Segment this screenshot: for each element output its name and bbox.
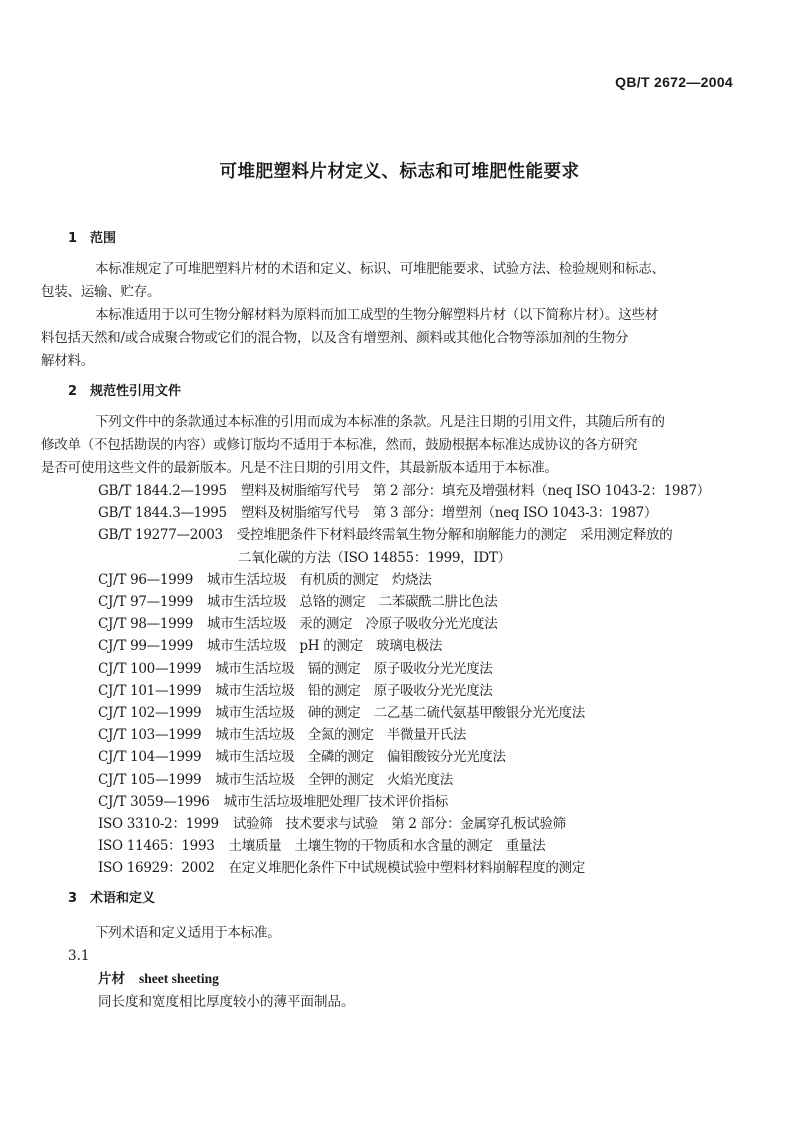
term-entry [68,967,740,991]
reference-item [68,502,740,524]
text-line: 料包括天然和/或合成聚合物或它们的混合物，以及含有增塑剂、颜料或其他化合物等添加剂的生物分 [41,330,629,346]
reference-code: GB/T 19277—2003 [98,527,223,544]
reference-title: 城市生活垃圾 有机质的测定 灼烧法 [207,571,432,588]
reference-title: 城市生活垃圾堆肥处理厂技术评价指标 [223,793,449,810]
reference-item [68,680,740,702]
reference-item [68,724,740,746]
reference-item [68,524,740,546]
text-line: 是否可使用这些文件的最新版本。凡是不注日期的引用文件，其最新版本适用于本标准。 [41,460,558,476]
reference-title: 土壤质量 土壤生物的干物质和水含量的测定 重量法 [228,838,546,855]
reference-title: 城市生活垃圾 全钾的测定 火焰光度法 [215,771,453,788]
document-title: 可堆肥塑料片材定义、标志和可堆肥性能要求 [219,162,580,182]
scope-paragraph-2 [41,304,740,373]
references-intro [41,411,740,480]
reference-item [68,769,740,791]
term-english: sheet sheeting [139,970,219,986]
section-number: 2 [68,384,78,399]
section-title: 规范性引用文件 [90,384,182,399]
text-line: 本标准适用于以可生物分解材料为原料而加工成型的生物分解塑料片材（以下简称片材）。这些材 [95,307,658,323]
reference-item [68,635,740,657]
reference-item [68,702,740,724]
reference-code: GB/T 1844.2—1995 [98,483,227,499]
reference-title: 城市生活垃圾 pH 的测定 玻璃电极法 [207,638,443,655]
reference-title: 塑料及树脂缩写代号 第 3 部分：增塑剂（neq ISO 1043-3：1987） [240,505,658,522]
section-title: 术语和定义 [90,890,156,906]
reference-code: CJ/T 103—1999 [98,727,202,744]
text-line: 包装、运输、贮存。 [41,284,161,300]
reference-item [68,746,740,768]
reference-item [68,613,740,635]
reference-code: CJ/T 96—1999 [98,571,194,588]
standard-code: QB/T 2672—2004 [615,74,733,90]
reference-item [68,791,740,813]
reference-item [68,480,740,502]
reference-list [68,480,740,880]
reference-title: 城市生活垃圾 镉的测定 原子吸收分光光度法 [215,660,493,677]
section-number: 1 [68,231,78,246]
reference-code: CJ/T 105—1999 [98,771,202,788]
reference-code: GB/T 1844.3—1995 [98,505,227,522]
term-chinese: 片材 [98,970,125,987]
section-title: 范围 [90,231,117,246]
reference-title: 城市生活垃圾 砷的测定 二乙基二硫代氨基甲酸银分光光度法 [215,705,585,722]
reference-item [68,658,740,680]
reference-item [68,835,740,857]
terms-intro: 下列术语和定义适用于本标准。 [95,924,281,941]
section-number: 3 [68,890,78,906]
text-line: 下列文件中的条款通过本标准的引用而成为本标准的条款。凡是注日期的引用文件，其随后所有的 [95,414,665,430]
document-body [41,228,740,1014]
reference-code: ISO 11465：1993 [98,838,215,855]
clause-number: 3.1 [68,947,90,964]
reference-code: CJ/T 97—1999 [98,594,194,611]
reference-code: CJ/T 100—1999 [98,660,202,677]
reference-title: 受控堆肥条件下材料最终需氧生物分解和崩解能力的测定 采用测定释放的 [236,527,673,544]
reference-item [68,857,740,879]
reference-continuation: 二氧化碳的方法（ISO 14855：1999，IDT） [238,549,511,566]
reference-code: CJ/T 3059—1996 [98,793,210,810]
reference-title: 塑料及树脂缩写代号 第 2 部分：填充及增强材料（neq ISO 1043-2：1987） [240,483,710,499]
term-definition: 同长度和宽度相比厚度较小的薄平面制品。 [98,993,355,1010]
reference-code: CJ/T 99—1999 [98,638,194,655]
reference-code: CJ/T 102—1999 [98,705,202,722]
section-2-heading [68,381,740,403]
text-line: 本标准规定了可堆肥塑料片材的术语和定义、标识、可堆肥能要求、试验方法、检验规则和标志、 [95,261,665,277]
reference-item [68,591,740,613]
section-3-heading [68,888,740,910]
reference-title: 试验筛 技术要求与试验 第 2 部分：金属穿孔板试验筛 [232,816,566,833]
reference-title: 城市生活垃圾 总铬的测定 二苯碳酰二肼比色法 [207,594,498,611]
reference-code: ISO 16929：2002 [98,860,215,877]
reference-title: 城市生活垃圾 汞的测定 冷原子吸收分光光度法 [207,616,498,633]
reference-title: 城市生活垃圾 全磷的测定 偏钼酸铵分光光度法 [215,749,506,766]
reference-code: CJ/T 104—1999 [98,749,202,766]
reference-code: CJ/T 98—1999 [98,616,194,633]
scope-paragraph-1 [41,258,740,304]
text-line: 修改单（不包括勘误的内容）或修订版均不适用于本标准，然而，鼓励根据本标准达成协议的各方研究 [41,437,638,453]
reference-title: 城市生活垃圾 全氮的测定 半微量开氏法 [215,727,467,744]
reference-item [68,569,740,591]
text-line: 解材料。 [41,353,94,369]
reference-code: CJ/T 101—1999 [98,682,202,699]
reference-title: 在定义堆肥化条件下中试规模试验中塑料材料崩解程度的测定 [228,860,585,877]
section-1-heading [68,228,740,250]
reference-title: 城市生活垃圾 铅的测定 原子吸收分光光度法 [215,682,493,699]
reference-code: ISO 3310-2：1999 [98,816,219,833]
reference-item [68,813,740,835]
